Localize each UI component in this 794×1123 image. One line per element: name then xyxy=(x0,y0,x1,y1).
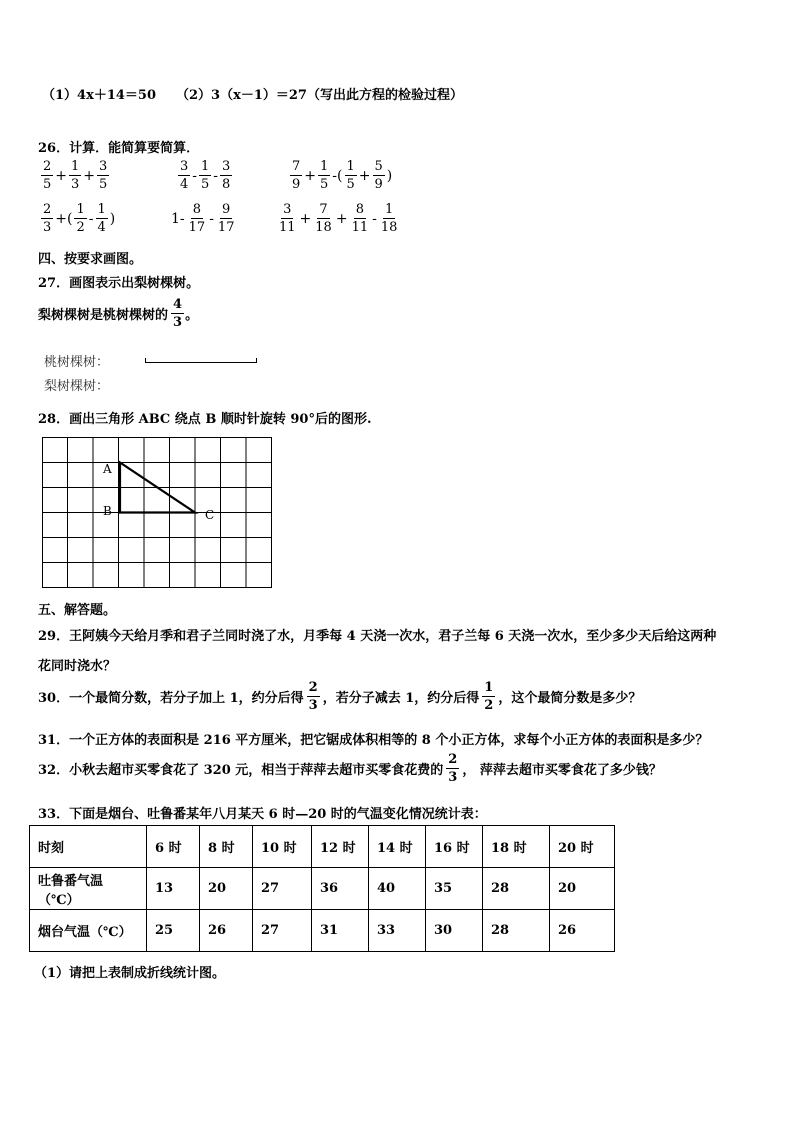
table-cell: 10 时 xyxy=(253,826,312,868)
fraction: $\frac{1}{3}$ xyxy=(71,159,80,192)
q33-title: 33．下面是烟台、吐鲁番某年八月某天 6 时—20 时的气温变化情况统计表： xyxy=(38,807,487,822)
q26-expr-6: $\frac{3}{11}$ + $\frac{7}{18}$ + $\frac{8}{11}$ - $\frac{1}{18}$ xyxy=(279,202,398,235)
fraction: $\frac{7}{9}$ xyxy=(292,159,301,192)
fraction: $\frac{1}{2}$ xyxy=(76,202,85,235)
fraction: $\frac{1}{5}$ xyxy=(320,159,329,192)
table-cell: 35 xyxy=(426,868,483,910)
q26-expr-1: $\frac{2}{5}$ + $\frac{1}{3}$ + $\frac{3}{5}$ xyxy=(43,159,108,192)
grid-figure xyxy=(42,437,272,588)
table-cell: 28 xyxy=(483,868,550,910)
table-cell: 33 xyxy=(369,910,426,952)
q31: 31．一个正方体的表面积是 216 平方厘米，把它锯成体积相等的 8 个小正方体，求每个小正方体的表面积是多少？ xyxy=(38,733,709,748)
fraction: $\frac{7}{18}$ xyxy=(315,202,332,235)
table-cell: 烟台气温（℃） xyxy=(30,910,147,952)
fraction: $\frac{8}{17}$ xyxy=(188,202,206,235)
q29-line2: 花同时浇水？ xyxy=(38,659,117,674)
q28-title: 28．画出三角形 ABC 绕点 B 顺时针旋转 90°后的图形. xyxy=(38,412,372,427)
table-cell: 31 xyxy=(312,910,369,952)
table-cell: 26 xyxy=(550,910,615,952)
q26-expr-3: $\frac{7}{9}$ + $\frac{1}{5}$ -( $\frac{1}{5}$ + $\frac{5}{9}$ ) xyxy=(292,159,393,192)
table-cell: 20 时 xyxy=(550,826,615,868)
q33-sub1: （1）请把上表制成折线统计图。 xyxy=(34,966,226,981)
table-cell: 吐鲁番气温（℃） xyxy=(30,868,147,910)
fraction: $\frac{3}{4}$ xyxy=(180,159,189,192)
table-cell: 16 时 xyxy=(426,826,483,868)
grid-svg xyxy=(42,437,272,588)
fraction: $\frac{3}{8}$ xyxy=(222,159,231,192)
fraction: $\frac{2}{3}$ xyxy=(448,752,458,785)
table-cell: 30 xyxy=(426,910,483,952)
fraction: $\frac{4}{3}$ xyxy=(173,297,183,330)
table-cell: 40 xyxy=(369,868,426,910)
q32: 32．小秋去超市买零食花了 320 元，相当于萍萍去超市买零食花费的 $\frac{2}{3}$ ， 萍萍去超市买零食花了多少钱？ xyxy=(38,752,662,785)
pear-label: 梨树棵树： xyxy=(44,379,110,394)
q26-title: 26．计算．能简算要简算． xyxy=(38,141,200,156)
q26-expr-2: $\frac{3}{4}$ - $\frac{1}{5}$ - $\frac{3}{8}$ xyxy=(180,159,231,192)
fraction: $\frac{9}{17}$ xyxy=(217,202,235,235)
section-5-heading: 五、解答题。 xyxy=(38,603,117,618)
q29-line1: 29．王阿姨今天给月季和君子兰同时浇了水，月季每 4 天浇一次水，君子兰每 6 天浇一次水，至少多少天后给这两种 xyxy=(38,629,717,644)
table-cell: 时刻 xyxy=(30,826,147,868)
q30: 30．一个最简分数，若分子加上 1，约分后得 $\frac{2}{3}$ ，若分子减去 1，约分后得 $\frac{1}{2}$ ，这个最简分数是多少？ xyxy=(38,680,642,713)
label-c: C xyxy=(205,508,215,522)
fraction: $\frac{1}{5}$ xyxy=(346,159,355,192)
table-cell: 14 时 xyxy=(369,826,426,868)
table-cell: 28 xyxy=(483,910,550,952)
fraction: $\frac{2}{3}$ xyxy=(308,680,318,713)
fraction: $\frac{1}{2}$ xyxy=(484,680,494,713)
equation-2: （2）3（x－1）＝27（写出此方程的检验过程） xyxy=(176,88,463,103)
table-cell: 6 时 xyxy=(147,826,200,868)
label-a: A xyxy=(103,462,112,476)
q27-title: 27．画图表示出梨树棵树。 xyxy=(38,276,200,291)
q26-expr-5: 1- $\frac{8}{17}$ - $\frac{9}{17}$ xyxy=(171,202,235,235)
fraction: $\frac{2}{3}$ xyxy=(43,202,52,235)
table-cell: 26 xyxy=(200,910,253,952)
peach-label: 桃树棵树： xyxy=(44,355,110,370)
table-cell: 20 xyxy=(550,868,615,910)
equation-1: （1）4x＋14＝50 xyxy=(42,88,157,103)
peach-bar xyxy=(145,358,257,363)
table-cell: 25 xyxy=(147,910,200,952)
table-cell: 12 时 xyxy=(312,826,369,868)
fraction: $\frac{1}{4}$ xyxy=(97,202,106,235)
fraction: $\frac{2}{5}$ xyxy=(43,159,52,192)
table-row xyxy=(30,910,615,952)
table-cell: 20 xyxy=(200,868,253,910)
table-cell: 36 xyxy=(312,868,369,910)
fraction: $\frac{1}{5}$ xyxy=(201,159,210,192)
fraction: $\frac{8}{11}$ xyxy=(351,202,369,235)
label-b: B xyxy=(103,504,112,518)
table-cell: 18 时 xyxy=(483,826,550,868)
table-cell: 8 时 xyxy=(200,826,253,868)
table-row xyxy=(30,868,615,910)
table-cell: 27 xyxy=(253,868,312,910)
fraction: $\frac{3}{5}$ xyxy=(99,159,108,192)
q27-statement: 梨树棵树是桃树棵树的 $\frac{4}{3}$ 。 xyxy=(38,297,199,330)
fraction: $\frac{1}{18}$ xyxy=(380,202,398,235)
fraction: $\frac{5}{9}$ xyxy=(374,159,383,192)
fraction: $\frac{3}{11}$ xyxy=(279,202,296,235)
temperature-table xyxy=(29,825,615,952)
section-4-heading: 四、按要求画图。 xyxy=(38,252,143,267)
q26-expr-4: $\frac{2}{3}$ +( $\frac{1}{2}$ - $\frac{1}{4}$ ) xyxy=(43,202,116,235)
table-cell: 27 xyxy=(253,910,312,952)
table-row xyxy=(30,826,615,868)
table-cell: 13 xyxy=(147,868,200,910)
